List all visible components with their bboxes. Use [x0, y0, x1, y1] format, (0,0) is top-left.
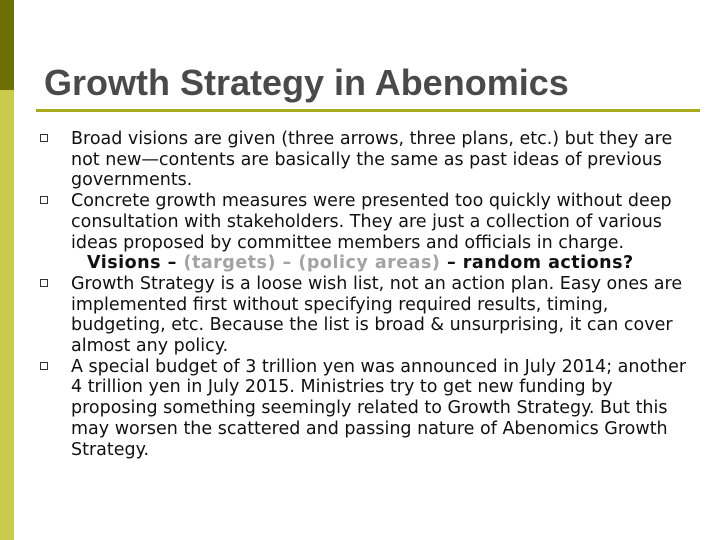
flow-dash: –	[275, 253, 299, 274]
bullet-text: A special budget of 3 trillion yen was announced in July 2014; another 4 trillion yen in July 2015. Ministries try to get new funding by proposing something seemingly related to Growth Strategy. But this may worsen the scattered and passing nature of Abenomics Growth Strategy.	[71, 356, 687, 460]
bullet-text: Growth Strategy is a loose wish list, not an action plan. Easy ones are implemented first without specifying required results, timing, budgeting, etc. Because the list is broad & unsurprising, it can cover almost any policy.	[71, 273, 683, 357]
bullet-list	[40, 129, 690, 460]
bullet-text: Concrete growth measures were presented too quickly without deep consultation with stakeholders. They are just a collection of various ideas proposed by committee members and officials in charge.	[71, 191, 672, 253]
bullet-item	[40, 191, 690, 253]
random-actions-label: random actions?	[462, 253, 634, 274]
targets-label: (targets)	[183, 253, 276, 274]
bullet-item	[40, 129, 690, 191]
bullet-item	[40, 357, 690, 461]
visions-flow-line	[40, 253, 690, 274]
visions-label: Visions	[87, 253, 162, 274]
bullet-square-icon	[40, 134, 48, 142]
flow-dash: –	[440, 253, 463, 274]
policy-areas-label: (policy areas)	[298, 253, 441, 274]
bullet-text: Broad visions are given (three arrows, three plans, etc.) but they are not new—contents are basically the same as past ideas of previous governments.	[71, 129, 673, 191]
bullet-item	[40, 274, 690, 357]
bullet-square-icon	[40, 196, 48, 204]
bullet-square-icon	[40, 362, 48, 370]
slide-title: Growth Strategy in Abenomics	[44, 62, 569, 103]
left-accent-bar	[0, 0, 14, 540]
flow-dash: –	[161, 253, 184, 274]
title-underline	[36, 109, 700, 112]
bullet-square-icon	[40, 279, 48, 287]
